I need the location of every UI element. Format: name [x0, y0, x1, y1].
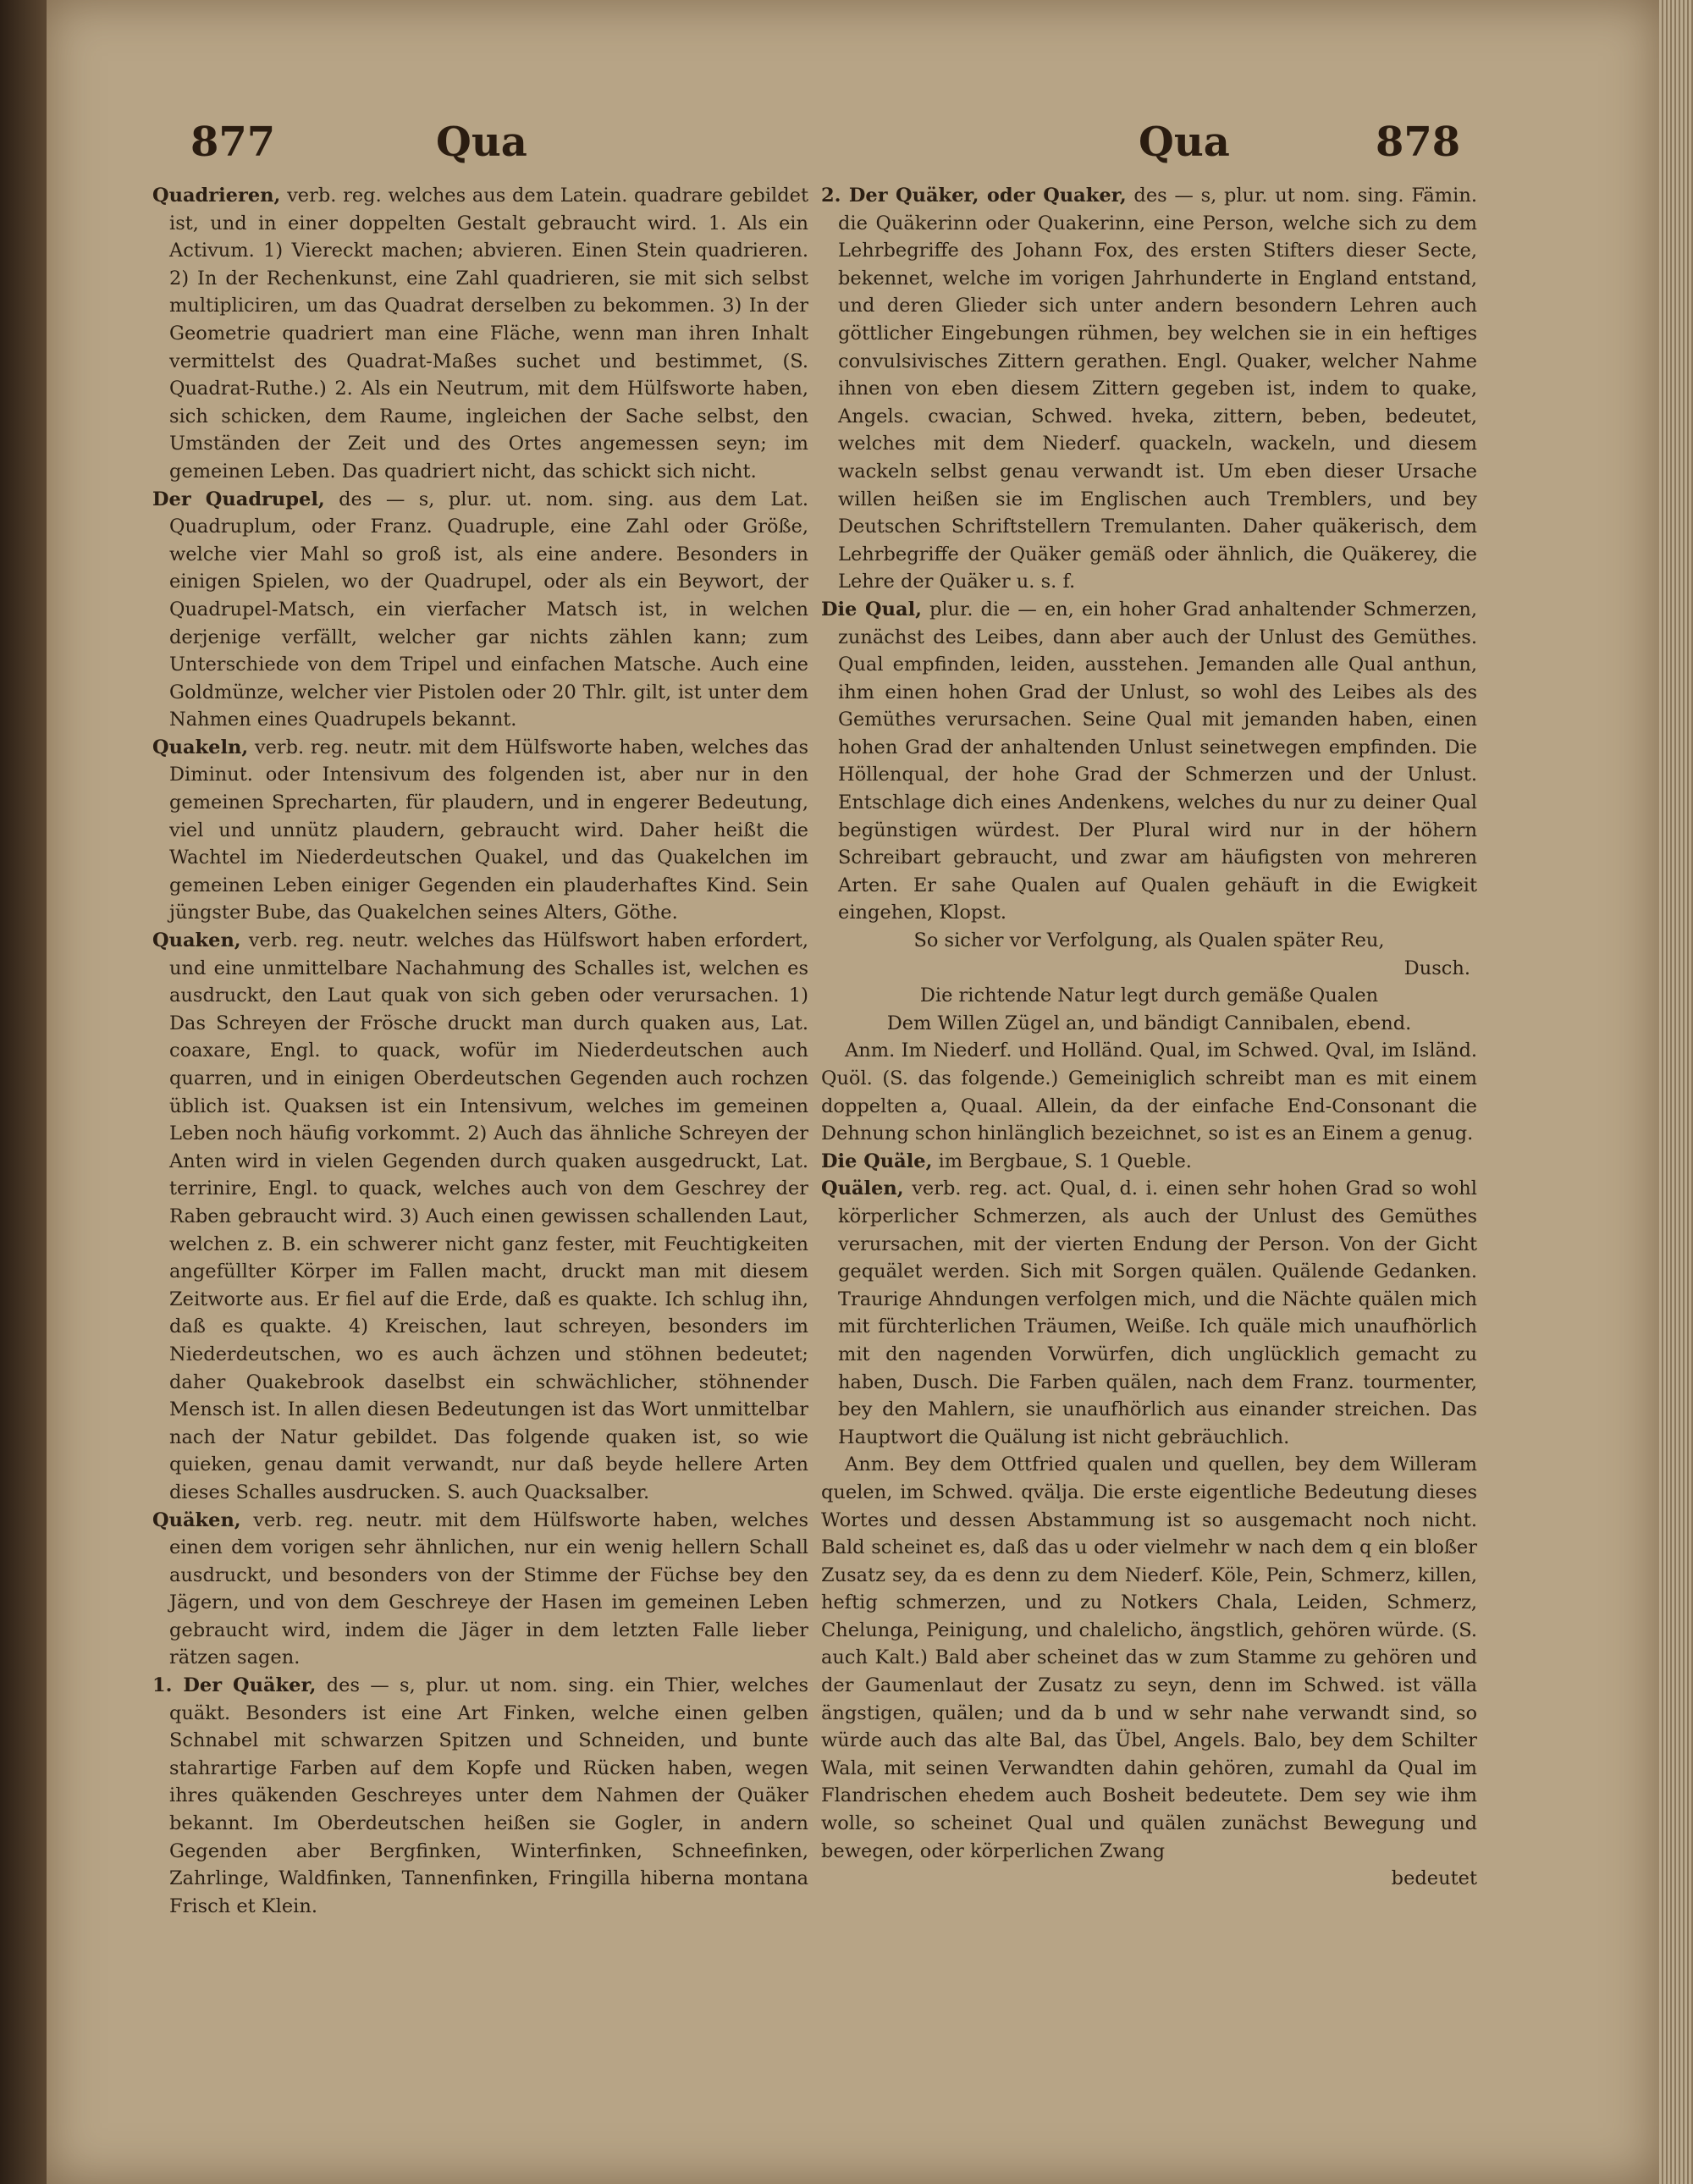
entry-headword: Quäken, [152, 1508, 241, 1531]
left-column [152, 182, 808, 1920]
page-number-left: 877 [190, 119, 276, 166]
dictionary-entry [152, 1672, 808, 1920]
entry-text: im Bergbaue, S. 1 Queble. [932, 1150, 1192, 1172]
entry-headword: Die Quäle, [821, 1150, 933, 1172]
book-gutter [0, 0, 47, 2184]
page-header [47, 119, 1659, 178]
running-head-left: Qua [436, 119, 527, 166]
entry-text: verb. reg. act. Qual, d. i. einen sehr hohen Grad so wohl körperlicher Schmerzen, als auch der Unlust des Gemüthes verursachen, mit der vierten Endung der Person. Von der Gicht gequälet werden. Sich mit Sorgen quälen. Quälende Gedanken. Traurige Ahndungen verfolgen mich, und die Nächte quälen mich mit fürchterlichen Träumen, Weiße. Ich quäle mich unaufhörlich mit den nagenden Vorwürfen, dich unglücklich gemacht zu haben, Dusch. Die Farben quälen, nach dem Franz. tourmenter, bey den Mahlern, sie unaufhörlich aus einander streichen. Das Hauptwort die Quälung ist nicht gebräuchlich. [838, 1177, 1477, 1448]
dictionary-entry [152, 927, 808, 1506]
dictionary-entry [821, 596, 1477, 927]
entry-headword: Die Qual, [821, 598, 922, 620]
annotation-paragraph: Anm. Im Niederf. und Holländ. Qual, im Schwed. Qval, im Isländ. Quöl. (S. das folgende.) Gemeiniglich schreibt man es mit einem doppelten a, Quaal. Allein, da der einfache End-Consonant die Dehnung schon hinlänglich bezeichnet, so ist es an Einem a genug. [821, 1040, 1477, 1145]
entry-text: des — s, plur. ut. nom. sing. aus dem Lat. Quadruplum, oder Franz. Quadruple, eine Zahl oder Größe, welche vier Mahl so groß ist, als eine andere. Besonders in einigen Spielen, wo der Quadrupel, oder als ein Beywort, der Quadrupel-Matsch, ein vierfacher Matsch ist, in welchen derjenige verfällt, welcher gar nichts zählen kann; zum Unterschiede von dem Tripel und einfachen Matsche. Auch eine Goldmünze, welcher vier Pistolen oder 20 Thlr. gilt, ist unter dem Nahmen eines Quadrupels bekannt. [169, 488, 808, 731]
entry-headword: Quälen, [821, 1177, 904, 1200]
dictionary-entry [821, 182, 1477, 596]
entry-headword: Quadrieren, [152, 185, 281, 207]
right-column [821, 182, 1477, 1893]
entry-headword: Quakeln, [152, 736, 249, 758]
entry-text: des — s, plur. ut nom. sing. ein Thier, welches quäkt. Besonders ist eine Art Finken, welche einen gelben Schnabel mit schwarzen Spitzen und Schneiden, und bunte stahrartige Farben auf dem Kopfe und Rücken haben, wegen ihres quäkenden Geschreyes unter dem Nahmen der Quäker bekannt. Im Oberdeutschen heißen sie Gogler, in andern Gegenden aber Bergfinken, Winterfinken, Schneefinken, Zahrlinge, Waldfinken, Tannenfinken, Fringilla hiberna montana Frisch et Klein. [169, 1674, 808, 1917]
book-page [47, 0, 1659, 2184]
verse-line: Dem Willen Zügel an, und bändigt Cannibalen, ebend. [886, 1012, 1412, 1034]
entry-headword: 2. Der Quäker, oder Quaker, [821, 185, 1127, 207]
entry-headword: Der Quadrupel, [152, 488, 325, 510]
verse-attribution: Dusch. [1403, 957, 1470, 979]
entry-headword: Quaken, [152, 929, 241, 952]
page-edges [1659, 0, 1693, 2184]
catchword: bedeutet [1391, 1867, 1477, 1890]
dictionary-entry [821, 1148, 1477, 1176]
dictionary-entry [152, 182, 808, 486]
dictionary-entry [152, 486, 808, 734]
entry-headword: 1. Der Quäker, [152, 1674, 317, 1697]
verse-line: So sicher vor Verfolgung, als Qualen später Reu, [913, 929, 1385, 952]
entry-text: plur. die — en, ein hoher Grad anhaltender Schmerzen, zunächst des Leibes, dann aber auch der Unlust des Gemüthes. Qual empfinden, leiden, ausstehen. Jemanden alle Qual anthun, ihm einen hohen Grad der Unlust, so wohl des Leibes als des Gemüthes verursachen. Seine Qual mit jemanden haben, einen hohen Grad der anhaltenden Unlust seinetwegen empfinden. Die Höllenqual, der hohe Grad der Schmerzen und der Unlust. Entschlage dich eines Andenkens, welches du nur zu deiner Qual begünstigen würdest. Der Plural wird nur in der höhern Schreibart gebraucht, und zwar am häufigsten von mehreren Arten. Er sahe Qualen auf Qualen gehäuft in die Ewigkeit eingehen, Klopst. [838, 598, 1477, 924]
entry-text: verb. reg. welches aus dem Latein. quadrare gebildet ist, und in einer doppelten Gestalt gebraucht wird. 1. Als ein Activum. 1) Viereckt machen; abvieren. Einen Stein quadrieren. 2) In der Rechenkunst, eine Zahl quadrieren, sie mit sich selbst multipliciren, um das Quadrat derselben zu bekommen. 3) In der Geometrie quadriert man eine Fläche, wenn man ihren Inhalt vermittelst des Quadrat-Maßes suchet und bestimmet, (S. Quadrat-Ruthe.) 2. Als ein Neutrum, mit dem Hülfsworte haben, sich schicken, dem Raume, ingleichen der Sache selbst, den Umständen der Zeit und des Ortes angemessen seyn; im gemeinen Leben. Das quadriert nicht, das schickt sich nicht. [169, 185, 808, 483]
entry-text: verb. reg. neutr. mit dem Hülfsworte haben, welches das Diminut. oder Intensivum des folgenden ist, aber nur in den gemeinen Sprecharten, für plaudern, und in engerer Bedeutung, viel und unnütz plaudern, gebraucht wird. Daher heißt die Wachtel im Niederdeutschen Quakel, und das Quakelchen im gemeinen Leben einiger Gegenden ein plauderhaftes Kind. Sein jüngster Bube, das Quakelchen seines Alters, Göthe. [169, 736, 808, 924]
annotation-paragraph: Anm. Bey dem Ottfried qualen und quellen, bey dem Willeram quelen, im Schwed. qvälja. Die erste eigentliche Bedeutung dieses Wortes und dessen Abstammung ist so ausgemacht noch nicht. Bald scheinet es, daß das u oder vielmehr w nach dem q ein bloßer Zusatz sey, da es denn zu dem Niederf. Köle, Pein, Schmerz, killen, heftig schmerzen, und zu Notkers Chala, Leiden, Schmerz, Chelunga, Peinigung, und chalelicho, ängstlich, gehören würde. (S. auch Kalt.) Bald aber scheinet das w zum Stamme zu gehören und der Gaumenlaut der Zusatz zu seyn, denn im Schwed. ist välla ängstigen, quälen; und da b und w sehr nahe verwandt sind, so würde auch das alte Bal, das Übel, Angels. Balo, bey dem Schilter Wala, mit seinen Verwandten dahin gehören, zumahl da Qual im Flandrischen ehedem auch Bosheit bedeutete. Dem sey wie ihm wolle, so scheinet Qual und quälen zunächst Bewegung und bewegen, oder körperlichen Zwang [821, 1453, 1477, 1862]
entry-text: verb. reg. neutr. welches das Hülfswort haben erfordert, und eine unmittelbare Nachahmung des Schalles ist, welchen es ausdruckt, den Laut quak von sich geben oder verursachen. 1) Das Schreyen der Frösche druckt man durch quaken aus, Lat. coaxare, Engl. to quack, wofür im Niederdeutschen auch quarren, und in einigen Oberdeutschen Gegenden auch rochzen üblich ist. Quaksen ist ein Intensivum, welches im gemeinen Leben noch häufig vorkommt. 2) Auch das ähnliche Schreyen der Anten wird in vielen Gegenden durch quaken ausgedruckt, Lat. terrinire, Engl. to quack, welches auch von dem Geschrey der Raben gebraucht wird. 3) Auch einen gewissen schallenden Laut, welchen z. B. ein schwerer nicht ganz fester, mit Feuchtigkeiten angefüllter Körper im Fallen macht, druckt man mit diesem Zeitworte aus. Er fiel auf die Erde, daß es quakte. Ich schlug ihn, daß es quakte. 4) Kreischen, laut schreyen, besonders im Niederdeutschen, wo es auch ächzen und stöhnen bedeutet; daher Quakebrook daselbst ein schwächlicher, stöhnender Mensch ist. In allen diesen Bedeutungen ist das Wort unmittelbar nach der Natur gebildet. Das folgende quaken ist, so wie quieken, genau damit verwandt, nur daß beyde hellere Arten dieses Schalles ausdrucken. S. auch Quacksalber. [169, 929, 808, 1503]
entry-text: verb. reg. neutr. mit dem Hülfsworte haben, welches einen dem vorigen sehr ähnlichen, nur ein wenig hellern Schall ausdruckt, und besonders von der Stimme der Füchse bey den Jägern, und von dem Geschreye der Hasen im gemeinen Leben gebraucht wird, indem die Jäger in dem letzten Falle lieber rätzen sagen. [169, 1508, 808, 1669]
page-number-right: 878 [1376, 119, 1461, 166]
running-head-right: Qua [1139, 119, 1230, 166]
dictionary-entry [152, 1507, 808, 1673]
verse-line: Die richtende Natur legt durch gemäße Qualen [919, 984, 1379, 1007]
dictionary-entry [821, 1175, 1477, 1451]
dictionary-entry [152, 734, 808, 927]
entry-text: des — s, plur. ut nom. sing. Fämin. die Quäkerinn oder Quakerinn, eine Person, welche sich zu dem Lehrbegriffe des Johann Fox, des ersten Stifters dieser Secte, bekennet, welche im vorigen Jahrhunderte in England entstand, und deren Glieder sich unter andern besondern Lehren auch göttlicher Eingebungen rühmen, bey welchen sie in ein heftiges convulsivisches Zittern gerathen. Engl. Quaker, welcher Nahme ihnen von eben diesem Zittern gegeben ist, indem to quake, Angels. cwacian, Schwed. hveka, zittern, beben, bedeutet, welches mit dem Niederf. quackeln, wackeln, und diesem wackeln selbst genau verwandt ist. Um eben dieser Ursache willen heißen sie im Englischen auch Tremblers, und bey Deutschen Schriftstellern Tremulanten. Daher quäkerisch, dem Lehrbegriffe der Quäker gemäß oder ähnlich, die Quäkerey, die Lehre der Quäker u. s. f. [838, 185, 1477, 593]
